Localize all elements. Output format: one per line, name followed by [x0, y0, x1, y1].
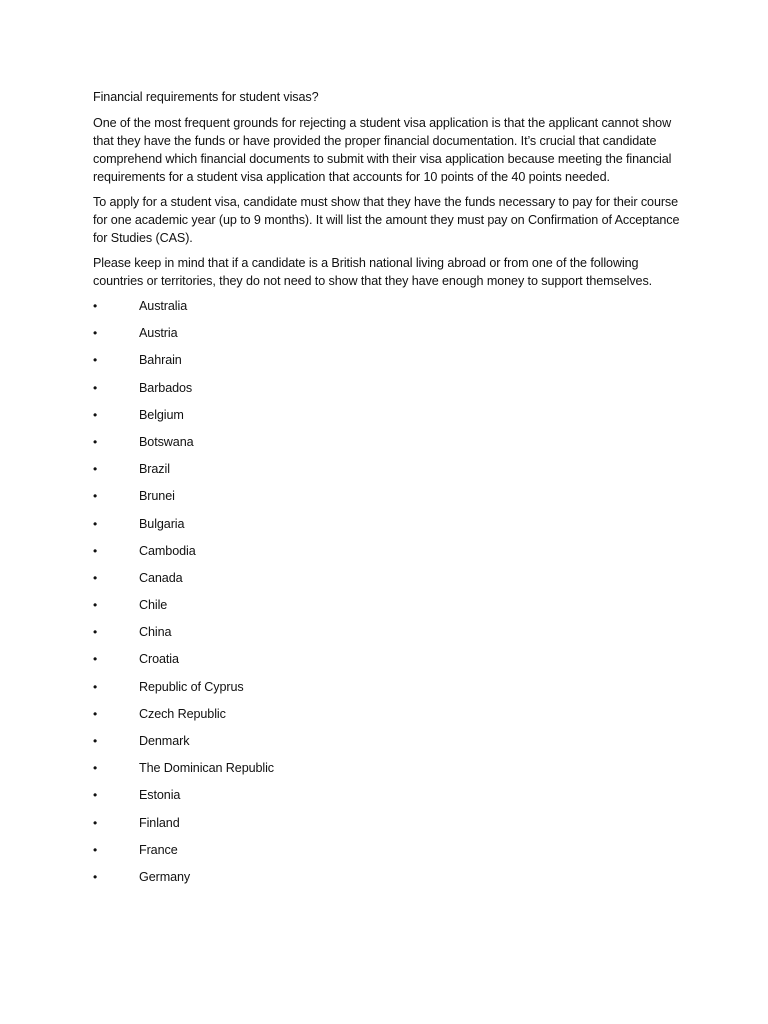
country-name: Barbados — [139, 380, 193, 395]
paragraph-rejection-grounds: One of the most frequent grounds for rejecting a student visa application is that the applicant cannot show that they have the funds or have provided the proper financial documentation. It’s crucial that candidate comprehend which financial documents to submit with their visa application because meeting the financial requirements for a student visa application that accounts for 10 points of the 40 points needed. — [93, 116, 672, 184]
country-name: Belgium — [139, 407, 184, 422]
list-item — [93, 841, 683, 868]
list-item — [93, 406, 683, 433]
country-name: Denmark — [139, 734, 190, 748]
list-item — [93, 460, 683, 487]
list-item — [93, 705, 683, 732]
country-list — [93, 297, 683, 895]
list-item — [93, 379, 683, 406]
bullet-icon: • — [93, 761, 98, 776]
bullet-icon: • — [93, 598, 98, 613]
list-item — [93, 542, 683, 569]
bullet-icon: • — [93, 869, 98, 884]
country-name: The Dominican Republic — [139, 761, 274, 776]
country-name: Botswana — [139, 434, 194, 449]
bullet-icon: • — [93, 625, 98, 640]
country-name: Australia — [139, 299, 188, 313]
bullet-icon: • — [93, 299, 98, 313]
bullet-icon: • — [93, 462, 98, 477]
document-title: Financial requirements for student visas? — [93, 90, 319, 104]
country-name: Canada — [139, 570, 183, 585]
bullet-icon: • — [93, 734, 98, 748]
country-name: China — [139, 625, 172, 640]
list-item — [93, 351, 683, 378]
country-name: Chile — [139, 598, 168, 613]
list-item — [93, 814, 683, 841]
list-item — [93, 487, 683, 514]
paragraph-exemptions: Please keep in mind that if a candidate is a British national living abroad or from one of the following countries or territories, they do not need to show that they have enough money to support themselves. — [93, 256, 653, 288]
country-name: France — [139, 842, 178, 857]
paragraph-funds-requirement: To apply for a student visa, candidate must show that they have the funds necessary to pay for their course for one academic year (up to 9 months). It will list the amount they must pay on Confirmation of Acceptance for Studies (CAS). — [93, 195, 680, 245]
bullet-icon: • — [93, 380, 98, 395]
list-item — [93, 596, 683, 623]
list-item — [93, 297, 683, 324]
country-name: Brazil — [139, 462, 170, 477]
bullet-icon: • — [93, 434, 98, 449]
bullet-icon: • — [93, 543, 98, 558]
list-item — [93, 623, 683, 650]
country-name: Croatia — [139, 652, 179, 667]
bullet-icon: • — [93, 679, 98, 694]
country-name: Bahrain — [139, 353, 182, 368]
bullet-icon: • — [93, 353, 98, 368]
list-item — [93, 732, 683, 759]
bullet-icon: • — [93, 516, 98, 531]
country-name: Finland — [139, 815, 180, 830]
bullet-icon: • — [93, 326, 98, 341]
document-page — [93, 88, 683, 895]
list-item — [93, 759, 683, 786]
list-item — [93, 786, 683, 813]
bullet-icon: • — [93, 489, 98, 504]
bullet-icon: • — [93, 570, 98, 585]
list-item — [93, 569, 683, 596]
country-name: Germany — [139, 869, 191, 884]
bullet-icon: • — [93, 407, 98, 422]
list-item — [93, 515, 683, 542]
bullet-icon: • — [93, 652, 98, 667]
bullet-icon: • — [93, 788, 98, 803]
list-item — [93, 678, 683, 705]
list-item — [93, 324, 683, 351]
country-name: Bulgaria — [139, 516, 185, 531]
list-item — [93, 868, 683, 895]
country-name: Austria — [139, 326, 178, 341]
list-item — [93, 650, 683, 677]
country-name: Estonia — [139, 788, 181, 803]
country-name: Brunei — [139, 489, 175, 504]
bullet-icon: • — [93, 706, 98, 721]
bullet-icon: • — [93, 815, 98, 830]
country-name: Cambodia — [139, 543, 196, 558]
list-item — [93, 433, 683, 460]
bullet-icon: • — [93, 842, 98, 857]
country-name: Czech Republic — [139, 706, 226, 721]
country-name: Republic of Cyprus — [139, 679, 244, 694]
